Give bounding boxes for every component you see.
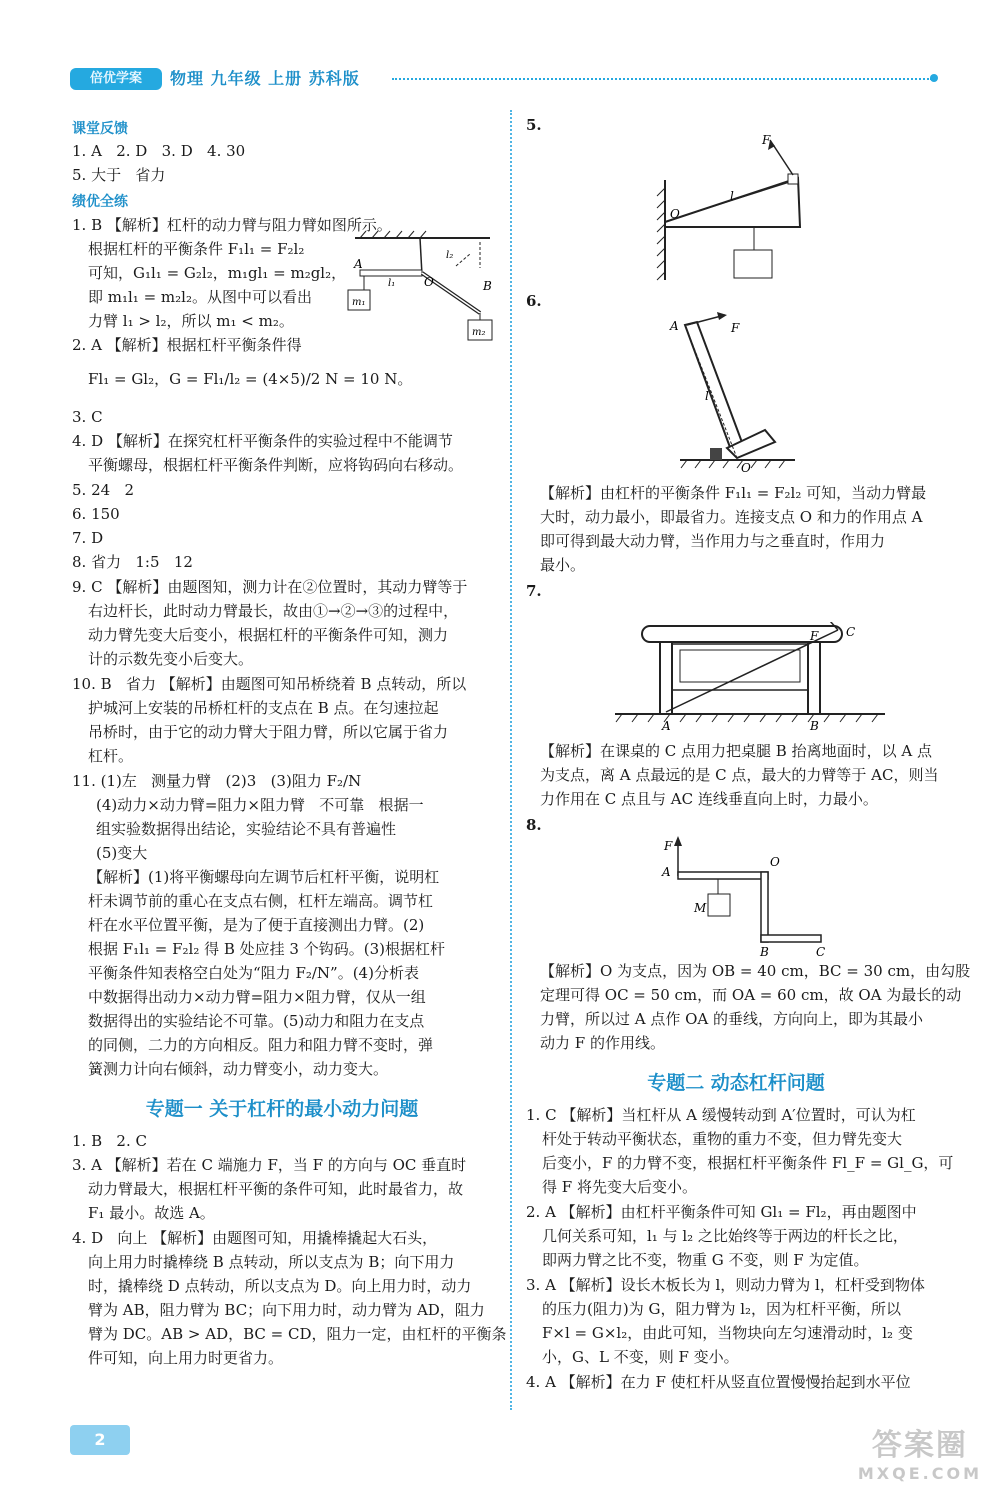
answer-line: 时，撬棒绕 D 点转动，所以支点为 D。向上用力时，动力 xyxy=(88,1277,472,1295)
lever-figure-8 xyxy=(660,832,840,957)
formula: Fl₁ = Gl₂，G = Fl₁/l₂ = (4×5)/2 N = 10 N。 xyxy=(88,370,413,388)
answer-line: 即 m₁l₁ = m₂l₂。从图中可以看出 xyxy=(88,288,312,306)
answer-line: 几何关系可知，l₁ 与 l₂ 之比始终等于两边的杆长之比， xyxy=(542,1227,908,1245)
label-C: C xyxy=(846,625,856,639)
analysis-line: 【解析】O 为支点，因为 OB = 40 cm，BC = 30 cm，由勾股 xyxy=(540,962,971,980)
analysis-line: 【解析】在课桌的 C 点用力把桌腿 B 抬离地面时，以 A 点 xyxy=(540,742,932,760)
answer-line: F×l = G×l₂，由此可知，当物块向左匀速滑动时，l₂ 变 xyxy=(542,1324,913,1342)
analysis-line: 最小。 xyxy=(540,556,586,574)
header-dot xyxy=(930,74,938,82)
answer-line: 杆处于转动平衡状态，重物的重力不变，但力臂先变大 xyxy=(542,1130,903,1148)
answer-line: 平衡条件知表格空白处为“阻力 F₂/N”。(4)分析表 xyxy=(88,964,419,982)
answer-line: 3. C xyxy=(72,408,103,426)
answer-line: 4. D 向上 【解析】由题图可知，用撬棒撬起大石头， xyxy=(72,1229,438,1247)
analysis-line: 力作用在 C 点且与 AC 连线垂直向上时，力最小。 xyxy=(540,790,878,808)
answer-line: 7. D xyxy=(72,529,104,547)
section-heading-practice: 绩优全练 xyxy=(72,194,128,210)
answer-line: 11. (1)左 测量力臂 (2)3 (3)阻力 F₂/N xyxy=(72,772,362,790)
answer-line: 5. 大于 省力 xyxy=(72,166,166,184)
answer-line: 即两力臂之比不变，物重 G 不变，则 F 为定值。 xyxy=(542,1251,869,1269)
answer-line: 动力臂最大，根据杠杆平衡的条件可知，此时最省力，故 xyxy=(88,1180,464,1198)
answer-line: 中数据得出动力×动力臂=阻力×阻力臂，仅从一组 xyxy=(88,988,426,1006)
answer-line: 小，G、L 不变，则 F 变小。 xyxy=(542,1348,739,1366)
analysis-line: 大时，动力最小，即最省力。连接支点 O 和力的作用点 A xyxy=(540,508,923,526)
watermark-logo: 答案圈 xyxy=(871,1428,968,1463)
answer-line: 1. B 【解析】杠杆的动力臂与阻力臂如图所示。 xyxy=(72,216,392,234)
desk-figure-7 xyxy=(610,622,890,742)
answer-line: 得 F 将先变大后变小。 xyxy=(542,1178,697,1196)
brand-badge: 倍优学案 xyxy=(70,68,162,90)
label-A: A xyxy=(670,319,679,333)
answer-line: 8. 省力 1:5 12 xyxy=(72,553,193,571)
topic-heading-2: 专题二 动态杠杆问题 xyxy=(647,1072,825,1094)
lever-figure-5 xyxy=(650,130,820,290)
lever-figure-q1 xyxy=(340,228,500,348)
book-title: 物理 九年级 上册 苏科版 xyxy=(170,69,360,88)
analysis-line: 为支点，离 A 点最远的是 C 点，最大的力臂等于 AC，则当 xyxy=(540,766,939,784)
label-M: M xyxy=(694,901,707,915)
analysis-line: 动力 F 的作用线。 xyxy=(540,1034,665,1052)
topic-heading-1: 专题一 关于杠杆的最小动力问题 xyxy=(145,1098,419,1120)
item-number: 6. xyxy=(526,292,542,310)
label-C: C xyxy=(816,945,826,957)
label-A: A xyxy=(662,719,671,733)
label-l: l xyxy=(705,389,709,403)
answer-line: 3. A 【解析】若在 C 端施力 F，当 F 的方向与 OC 垂直时 xyxy=(72,1156,467,1174)
header-dotted-rule xyxy=(392,78,932,80)
answer-line: 杆未调节前的重心在支点右侧，杠杆左端高。调节杠 xyxy=(88,892,434,910)
answer-line: 的同侧，二力的方向相反。阻力和阻力臂不变时，弹 xyxy=(88,1036,434,1054)
answer-line: 3. A 【解析】设长木板长为 l，则动力臂为 l，杠杆受到物体 xyxy=(526,1276,925,1294)
answer-line: 【解析】(1)将平衡螺母向左调节后杠杆平衡，说明杠 xyxy=(88,868,440,886)
label-m2: m₂ xyxy=(472,327,486,338)
answer-line: 杆在水平位置平衡，是为了便于直接测出力臂。(2) xyxy=(88,916,425,934)
answer-line: 根据 F₁l₁ = F₂l₂ 得 B 处应挂 3 个钩码。(3)根据杠杆 xyxy=(88,940,445,958)
answer-line: (5)变大 xyxy=(96,844,148,862)
answer-line: 2. A 【解析】由杠杆平衡条件可知 Gl₁ = Fl₂，再由题图中 xyxy=(526,1203,917,1221)
answer-line: 动力臂先变大后变小，根据杠杆的平衡条件可知，测力 xyxy=(88,626,449,644)
answer-line: 1. A 2. D 3. D 4. 30 xyxy=(72,142,246,160)
answer-line: 1. C 【解析】当杠杆从 A 缓慢转动到 A′位置时，可认为杠 xyxy=(526,1106,916,1124)
answer-line: 后变小，F 的力臂不变，根据杠杆平衡条件 Fl_F = Gl_G，可 xyxy=(542,1154,954,1172)
answer-line: 组实验数据得出结论，实验结论不具有普遍性 xyxy=(96,820,397,838)
answer-line: 数据得出的实验结论不可靠。(5)动力和阻力在支点 xyxy=(88,1012,425,1030)
label-A: A xyxy=(662,865,671,879)
answer-line: 臂为 DC。AB > AD，BC = CD，阻力一定，由杠杆的平衡条 xyxy=(88,1325,507,1343)
analysis-line: 即可得到最大动力臂，当作用力与之垂直时，作用力 xyxy=(540,532,886,550)
answer-line: 臂为 AB，阻力臂为 BC；向下用力时，动力臂为 AD，阻力 xyxy=(88,1301,485,1319)
label-F: F xyxy=(664,839,673,853)
label-l2: l₂ xyxy=(446,250,454,261)
item-number: 8. xyxy=(526,816,542,834)
label-F: F xyxy=(731,321,740,335)
label-O: O xyxy=(770,855,780,869)
label-B: B xyxy=(810,719,819,733)
column-divider xyxy=(510,110,512,1410)
answer-line: 的压力(阻力)为 G，阻力臂为 l₂，因为杠杆平衡，所以 xyxy=(542,1300,902,1318)
label-m1: m₁ xyxy=(352,297,366,308)
answer-line: 可知，G₁l₁ = G₂l₂，m₁gl₁ = m₂gl₂， xyxy=(88,264,347,282)
answer-line: 5. 24 2 xyxy=(72,481,135,499)
answer-line: 力臂 l₁ > l₂，所以 m₁ < m₂。 xyxy=(88,312,294,330)
answer-line: 根据杠杆的平衡条件 F₁l₁ = F₂l₂ xyxy=(88,240,305,258)
label-O: O xyxy=(670,207,680,221)
answer-line: 4. D 【解析】在探究杠杆平衡条件的实验过程中不能调节 xyxy=(72,432,453,450)
answer-line: 杠杆。 xyxy=(88,747,134,765)
lever-figure-6 xyxy=(665,310,805,475)
answer-line: 4. A 【解析】在力 F 使杠杆从竖直位置慢慢抬起到水平位 xyxy=(526,1373,911,1391)
item-number: 7. xyxy=(526,582,542,600)
answer-line: 吊桥时，由于它的动力臂大于阻力臂，所以它属于省力 xyxy=(88,723,449,741)
label-l1: l₁ xyxy=(388,278,396,289)
answer-line: 10. B 省力 【解析】由题图可知吊桥绕着 B 点转动，所以 xyxy=(72,675,467,693)
section-heading-feedback: 课堂反馈 xyxy=(72,121,128,137)
answer-line: 9. C 【解析】由题图知，测力计在②位置时，其动力臂等于 xyxy=(72,578,468,596)
answer-line: 1. B 2. C xyxy=(72,1132,147,1150)
watermark-url: MXQE.COM xyxy=(857,1464,982,1483)
analysis-line: 【解析】由杠杆的平衡条件 F₁l₁ = F₂l₂ 可知，当动力臂最 xyxy=(540,484,927,502)
label-l: l xyxy=(730,189,734,203)
item-number: 5. xyxy=(526,116,542,134)
answer-line: 件可知，向上用力时更省力。 xyxy=(88,1349,284,1367)
answer-line: 右边杆长，此时动力臂最长，故由①→②→③的过程中， xyxy=(88,602,459,620)
answer-line: 向上用力时撬棒绕 B 点转动，所以支点为 B；向下用力 xyxy=(88,1253,455,1271)
label-F: F xyxy=(762,133,771,147)
answer-line: 护城河上安装的吊桥杠杆的支点在 B 点。在匀速拉起 xyxy=(88,699,439,717)
answer-line: 平衡螺母，根据杠杆平衡条件判断，应将钩码向右移动。 xyxy=(88,456,464,474)
answer-line: 2. A 【解析】根据杠杆平衡条件得 xyxy=(72,336,302,354)
answer-line: (4)动力×动力臂=阻力×阻力臂 不可靠 根据一 xyxy=(96,796,424,814)
label-B: B xyxy=(483,279,492,293)
answer-line: 簧测力计向右倾斜，动力臂变小，动力变大。 xyxy=(88,1060,389,1078)
analysis-line: 定理可得 OC = 50 cm，而 OA = 60 cm，故 OA 为最长的动 xyxy=(540,986,962,1004)
label-F: F xyxy=(810,629,819,643)
answer-line: 6. 150 xyxy=(72,505,120,523)
label-O: O xyxy=(424,275,434,289)
watermark xyxy=(858,1420,982,1483)
page-number: 2 xyxy=(70,1425,130,1455)
answer-line: F₁ 最小。故选 A。 xyxy=(88,1204,215,1222)
label-A: A xyxy=(354,257,363,271)
analysis-line: 力臂，所以过 A 点作 OA 的垂线，方向向上，即为其最小 xyxy=(540,1010,924,1028)
label-O: O xyxy=(741,461,751,475)
label-B: B xyxy=(760,945,769,957)
answer-line: 计的示数先变小后变大。 xyxy=(88,650,254,668)
